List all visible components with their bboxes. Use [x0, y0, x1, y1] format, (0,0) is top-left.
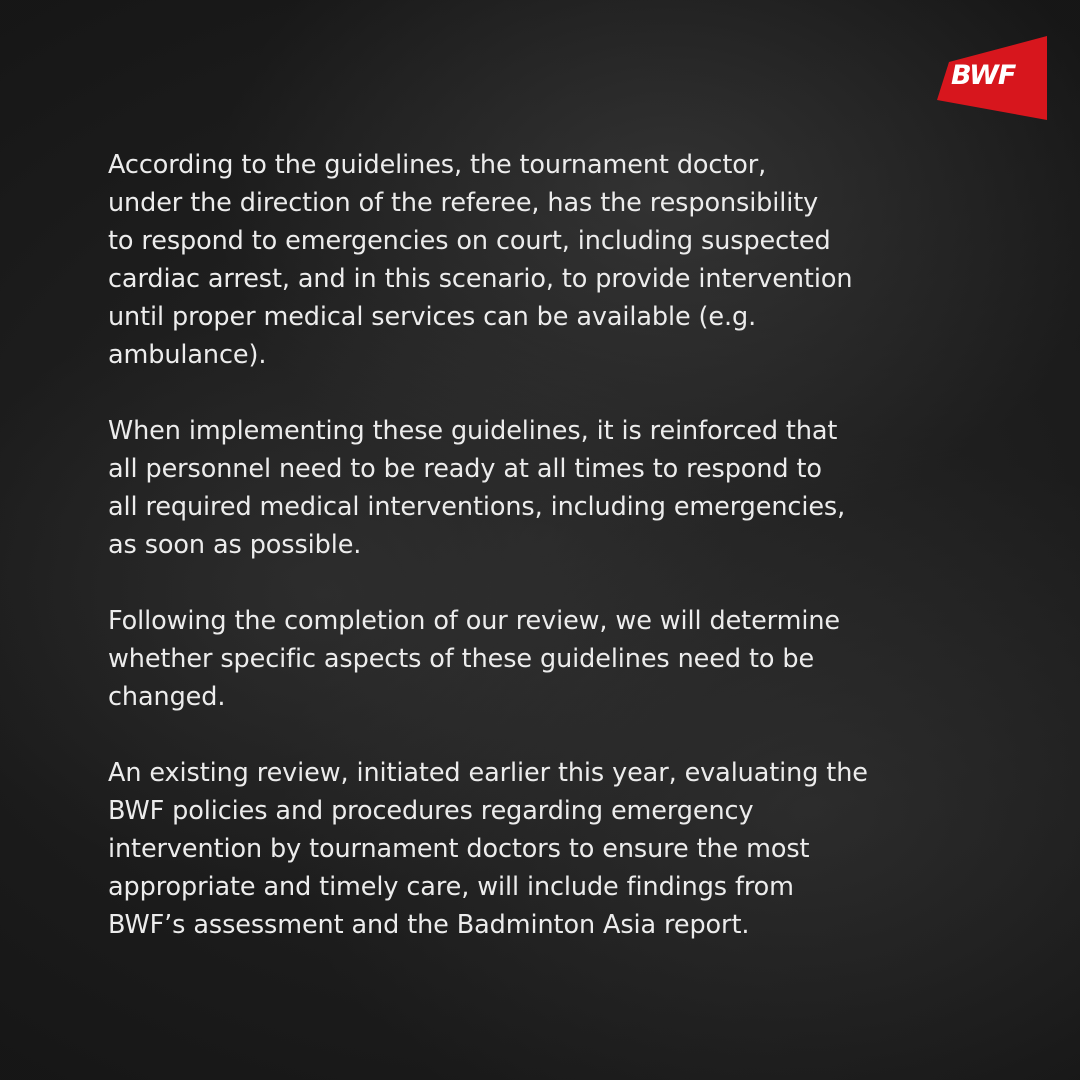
bwf-logo-text: BWF: [951, 60, 1016, 91]
text-line: An existing review, initiated earlier this year, evaluating the: [108, 758, 868, 788]
text-line: BWF policies and procedures regarding emergency: [108, 796, 754, 826]
paragraph-implementation: [108, 412, 948, 564]
text-line: cardiac arrest, and in this scenario, to provide intervention: [108, 264, 853, 294]
text-line: whether specific aspects of these guidelines need to be: [108, 644, 815, 674]
text-line: all required medical interventions, including emergencies,: [108, 492, 846, 522]
text-line: to respond to emergencies on court, including suspected: [108, 226, 831, 256]
paragraph-review-completion: [108, 602, 948, 716]
paragraph-existing-review: [108, 754, 948, 944]
text-line: intervention by tournament doctors to ensure the most: [108, 834, 810, 864]
text-line: under the direction of the referee, has the responsibility: [108, 188, 819, 218]
text-line: ambulance).: [108, 340, 267, 370]
text-line: BWF’s assessment and the Badminton Asia report.: [108, 910, 750, 940]
text-line: changed.: [108, 682, 226, 712]
text-line: until proper medical services can be available (e.g.: [108, 302, 757, 332]
bwf-logo: [937, 36, 1047, 120]
paragraph-guidelines: [108, 146, 948, 374]
text-line: According to the guidelines, the tournament doctor,: [108, 150, 767, 180]
text-line: as soon as possible.: [108, 530, 362, 560]
text-line: Following the completion of our review, we will determine: [108, 606, 840, 636]
statement-text: [108, 146, 948, 982]
text-line: all personnel need to be ready at all times to respond to: [108, 454, 822, 484]
text-line: appropriate and timely care, will include findings from: [108, 872, 794, 902]
text-line: When implementing these guidelines, it is reinforced that: [108, 416, 838, 446]
